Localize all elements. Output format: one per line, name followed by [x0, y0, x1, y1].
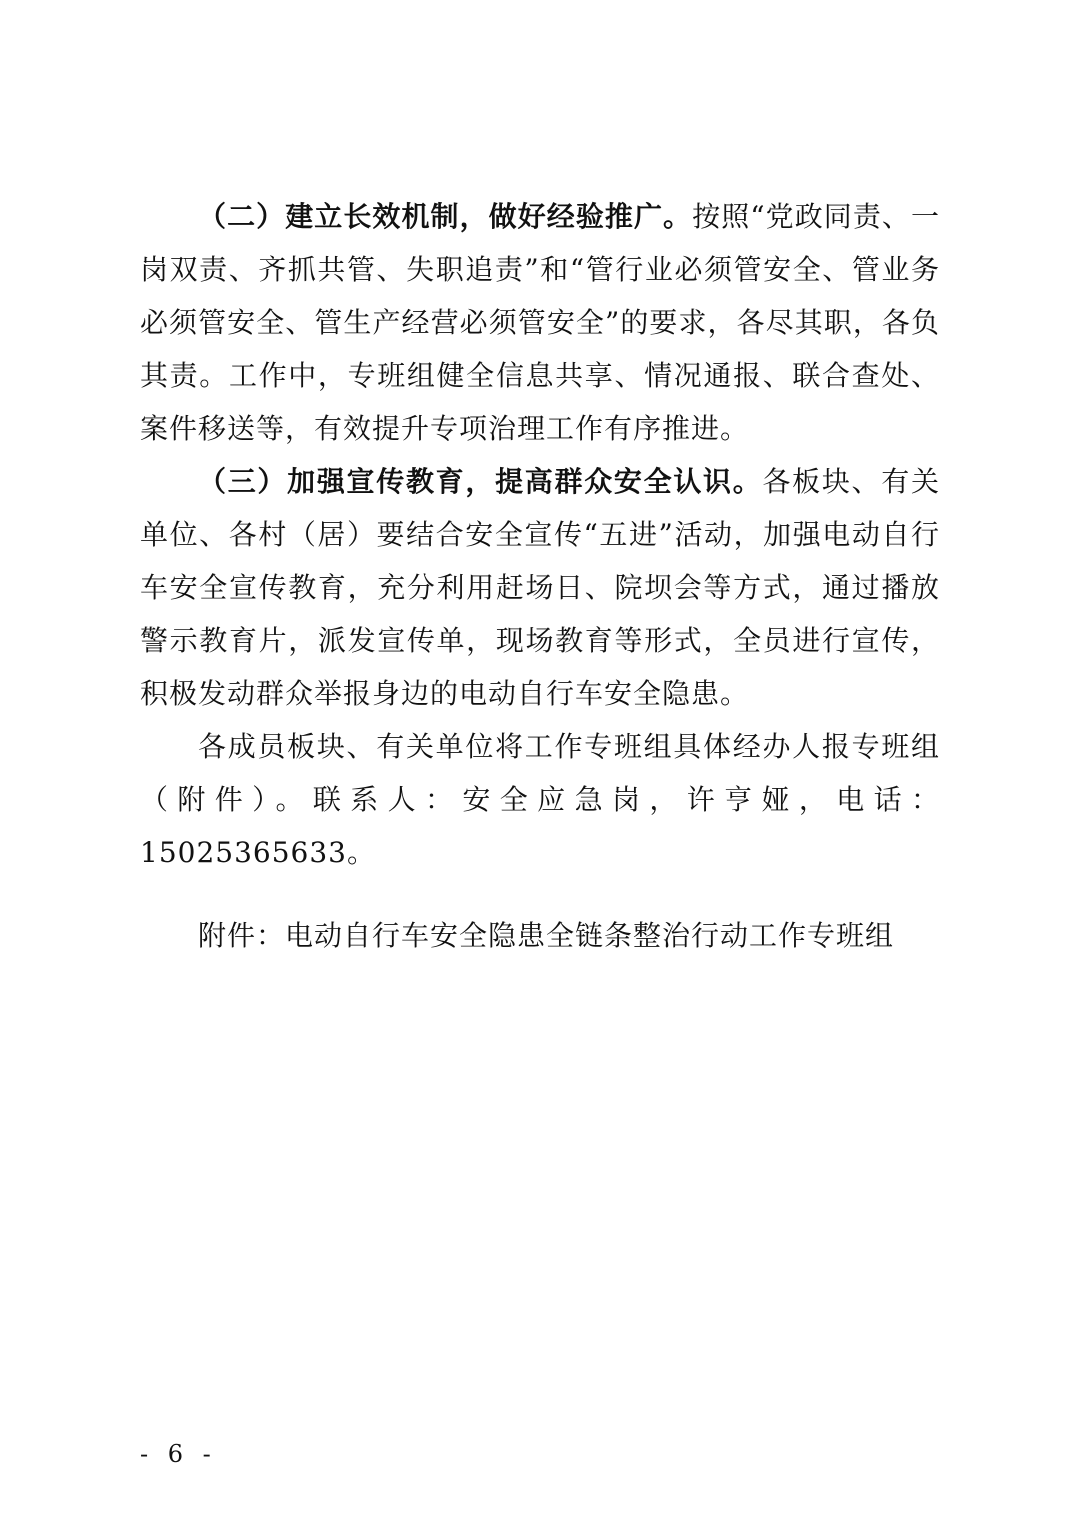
paragraph-text: 各板块、有关单位、各村（居）要结合安全宣传“五进”活动，加强电动自行车安全宣传教育，充分利用赶场日、院坝会等方式，通过播放警示教育片，派发宣传单，现场教育等形式，全员进行宣传，积极发动群众举报身边的电动自行车安全隐患。 — [140, 465, 940, 710]
paragraph-heading: （三）加强宣传教育，提高群众安全认识。 — [198, 465, 763, 498]
paragraph-text: 各成员板块、有关单位将工作专班组具体经办人报专班组（附件）。联系人：安全应急岗，许亨娅，电话：15025365633。 — [140, 730, 940, 869]
paragraph-publicity — [140, 455, 940, 720]
document-body — [140, 190, 940, 962]
paragraph-mechanism — [140, 190, 940, 455]
paragraph-text: 按照“党政同责、一岗双责、齐抓共管、失职追责”和“管行业必须管安全、管业务必须管安全、管生产经营必须管安全”的要求，各尽其职，各负其责。工作中，专班组健全信息共享、情况通报、联合查处、案件移送等，有效提升专项治理工作有序推进。 — [140, 200, 940, 445]
attachment-line: 附件：电动自行车安全隐患全链条整治行动工作专班组 — [198, 919, 895, 952]
paragraph-contact — [140, 720, 940, 879]
paragraph-heading: （二）建立长效机制，做好经验推广。 — [198, 200, 693, 233]
page-number: - 6 - — [140, 1440, 217, 1468]
